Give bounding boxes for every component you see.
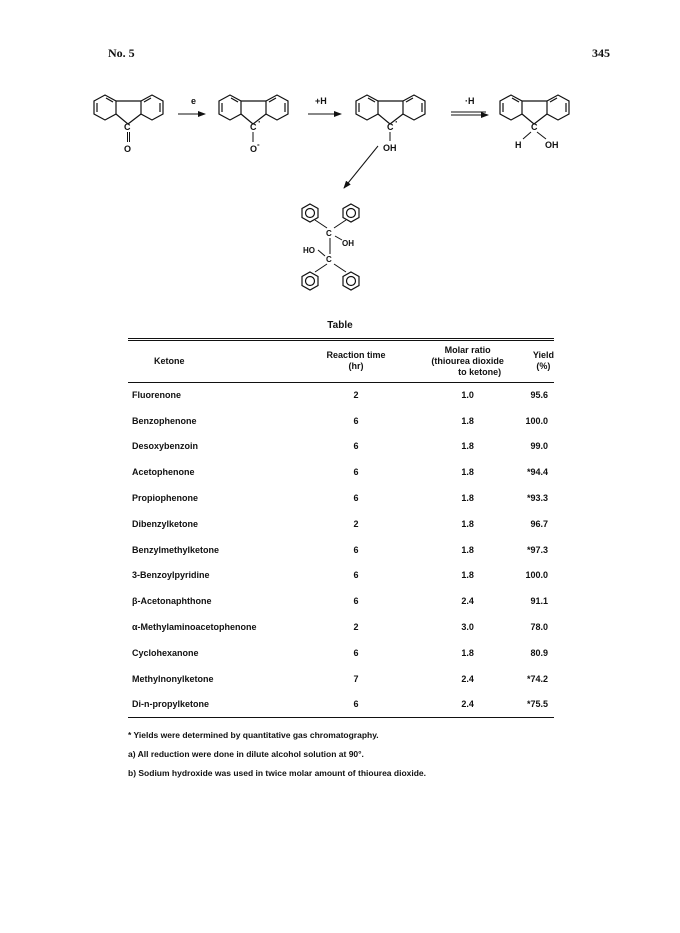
cell-yield: 95.6 <box>530 389 548 400</box>
cell-ratio: 1.8 <box>461 544 474 555</box>
fluorenol-oh-label: OH <box>545 140 559 150</box>
carbonyl-carbon-label: C <box>124 122 131 132</box>
journal-issue-header: No. 5 <box>108 46 135 60</box>
cell-yield: *97.3 <box>526 544 548 555</box>
cell-yield: *94.4 <box>526 467 548 478</box>
reaction-scheme <box>0 0 680 310</box>
cell-ketone: Dibenzylketone <box>132 518 199 529</box>
minus-sign: - <box>257 140 260 149</box>
hydrogen-atom-label: ·H <box>465 96 475 106</box>
cell-yield: 100.0 <box>525 415 548 426</box>
table-row <box>128 434 554 460</box>
cell-ratio: 1.8 <box>461 518 474 529</box>
header-molar-ratio: Molar ratio (thiourea dioxide to ketone) <box>431 344 504 377</box>
dimerization-arrow <box>344 146 378 188</box>
electron-label: e <box>191 96 197 106</box>
table-row <box>128 614 554 640</box>
header-ketone: Ketone <box>154 355 185 366</box>
cell-ketone: Methylnonylketone <box>132 673 214 684</box>
oxygen-label: O <box>124 144 132 154</box>
table-row <box>128 408 554 434</box>
cell-time: 2 <box>353 389 359 400</box>
proton-label: +H <box>315 96 327 106</box>
cell-time: 6 <box>353 647 359 658</box>
cell-time: 6 <box>353 493 359 504</box>
cell-time: 7 <box>353 673 359 684</box>
radical-dot: · <box>258 117 261 127</box>
table-row <box>128 511 554 537</box>
cell-time: 6 <box>353 467 359 478</box>
cell-yield: 100.0 <box>525 570 548 581</box>
cell-ketone: Di-n-propylketone <box>132 699 210 710</box>
table-header-row <box>128 340 554 382</box>
pinacol-lower-ho: HO <box>303 246 315 255</box>
radical-structure <box>356 95 425 153</box>
cell-yield: *93.3 <box>526 493 548 504</box>
table-footnotes <box>128 726 426 783</box>
header-reaction-time: Reaction time (hr) <box>326 350 386 371</box>
cell-yield: *74.2 <box>526 673 548 684</box>
cell-ketone: Desoxybenzoin <box>132 441 199 452</box>
header-yield: Yield (%) <box>532 350 554 371</box>
ketyl-carbon-label: C <box>250 122 257 132</box>
fluorenol-carbon-label: C <box>531 122 538 132</box>
cell-yield: 91.1 <box>530 596 548 607</box>
page-number: 345 <box>592 46 610 60</box>
pinacol-lower-carbon: C <box>326 255 332 264</box>
cell-time: 6 <box>353 570 359 581</box>
reduction-yield-table <box>128 340 554 717</box>
cell-yield: 78.0 <box>530 622 548 633</box>
table-title: Table <box>327 320 353 331</box>
radical-dot-2: · <box>395 117 398 127</box>
cell-yield: 96.7 <box>530 518 548 529</box>
cell-ratio: 3.0 <box>461 622 474 633</box>
pinacol-upper-oh: OH <box>342 239 354 248</box>
footnote-a: a) All reduction were done in dilute alcohol solution at 90°. <box>128 749 364 759</box>
cell-ketone: Cyclohexanone <box>132 647 199 658</box>
cell-time: 2 <box>353 622 359 633</box>
cell-ketone: Propiophenone <box>132 493 198 504</box>
table-top-rule <box>128 338 554 339</box>
cell-ratio: 1.8 <box>461 467 474 478</box>
table-row <box>128 485 554 511</box>
table-row <box>128 382 554 408</box>
cell-ketone: β-Acetonaphthone <box>132 596 212 607</box>
cell-ratio: 1.0 <box>461 389 474 400</box>
table-row <box>128 459 554 485</box>
cell-ratio: 1.8 <box>461 415 474 426</box>
cell-yield: 99.0 <box>530 441 548 452</box>
cell-ratio: 1.8 <box>461 493 474 504</box>
cell-time: 2 <box>353 518 359 529</box>
table-row <box>128 588 554 614</box>
footnote-gc: * Yields were determined by quantitative gas chromatography. <box>128 730 379 740</box>
benzopinacol-structure <box>302 204 359 290</box>
hydroxyl-label: OH <box>383 143 397 153</box>
cell-time: 6 <box>353 415 359 426</box>
cell-ratio: 1.8 <box>461 441 474 452</box>
cell-yield: *75.5 <box>526 699 548 710</box>
fluorenol-structure <box>500 95 569 150</box>
cell-ketone: 3-Benzoylpyridine <box>132 570 210 581</box>
cell-time: 6 <box>353 699 359 710</box>
table-row <box>128 692 554 718</box>
oxide-label: O <box>250 144 258 154</box>
pinacol-upper-carbon: C <box>326 229 332 238</box>
radical-carbon-label: C <box>387 122 394 132</box>
cell-time: 6 <box>353 544 359 555</box>
cell-time: 6 <box>353 596 359 607</box>
footnote-b: b) Sodium hydroxide was used in twice molar amount of thiourea dioxide. <box>128 768 427 778</box>
cell-ratio: 2.4 <box>461 699 474 710</box>
cell-ketone: Benzylmethylketone <box>132 544 220 555</box>
table-row <box>128 563 554 589</box>
cell-ketone: Fluorenone <box>132 389 181 400</box>
ketyl-anion-structure <box>219 95 288 154</box>
fluorenol-h-label: H <box>515 140 522 150</box>
table-row <box>128 537 554 563</box>
cell-yield: 80.9 <box>530 647 548 658</box>
cell-ratio: 2.4 <box>461 596 474 607</box>
cell-ratio: 1.8 <box>461 647 474 658</box>
cell-ketone: α-Methylaminoacetophenone <box>132 622 257 633</box>
table-row <box>128 666 554 692</box>
cell-ketone: Acetophenone <box>132 467 195 478</box>
table-row <box>128 640 554 666</box>
cell-ratio: 2.4 <box>461 673 474 684</box>
cell-ratio: 1.8 <box>461 570 474 581</box>
cell-ketone: Benzophenone <box>132 415 197 426</box>
cell-time: 6 <box>353 441 359 452</box>
fluorenone-structure <box>94 95 163 154</box>
